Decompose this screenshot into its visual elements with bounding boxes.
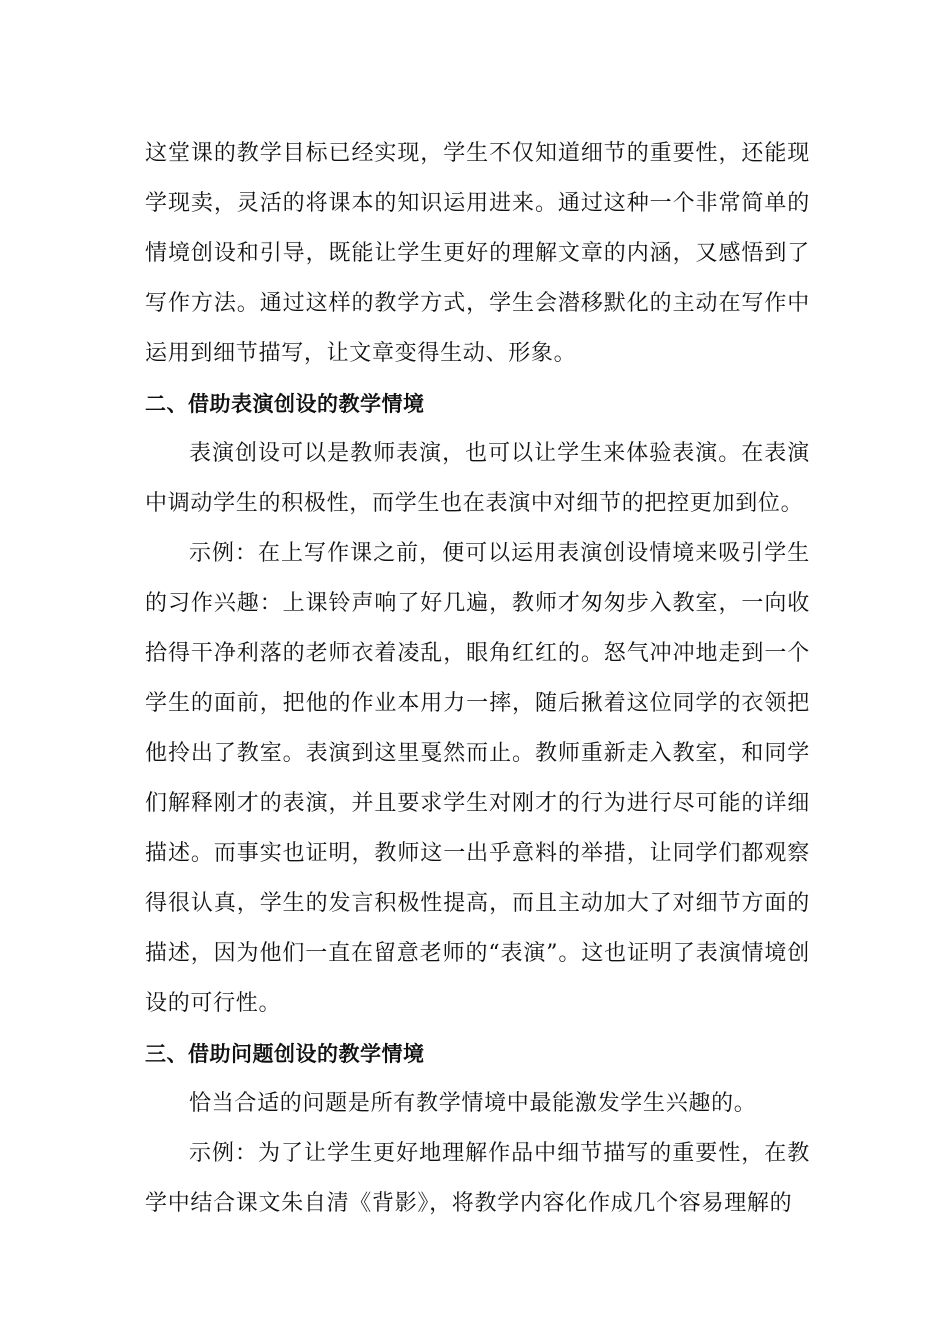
section-heading-performance: 二、借助表演创设的教学情境 bbox=[145, 392, 425, 416]
paragraph-questions-example: 示例：为了让学生更好地理解作品中细节描写的重要性，在教学中结合课文朱自清《背影》，将教学内容化作成几个容易理解的 bbox=[145, 1141, 810, 1216]
section-heading-questions: 三、借助问题创设的教学情境 bbox=[145, 1042, 425, 1066]
paragraph-questions-intro: 恰当合适的问题是所有教学情境中最能激发学生兴趣的。 bbox=[189, 1091, 757, 1116]
document-page bbox=[145, 129, 810, 1229]
paragraph-intro: 这堂课的教学目标已经实现，学生不仅知道细节的重要性，还能现学现卖，灵活的将课本的知识运用进来。通过这种一个非常简单的情境创设和引导，既能让学生更好的理解文章的内涵，又感悟到了写作方法。通过这样的教学方式，学生会潜移默化的主动在写作中运用到细节描写，让文章变得生动、形象。 bbox=[145, 141, 810, 366]
paragraph-performance-example: 示例：在上写作课之前，便可以运用表演创设情境来吸引学生的习作兴趣：上课铃声响了好几遍，教师才匆匆步入教室，一向收拾得干净利落的老师衣着凌乱，眼角红红的。怒气冲冲地走到一个学生的面前，把他的作业本用力一摔，随后揪着这位同学的衣领把他拎出了教室。表演到这里戛然而止。教师重新走入教室，和同学们解释刚才的表演，并且要求学生对刚才的行为进行尽可能的详细描述。而事实也证明，教师这一出乎意料的举措，让同学们都观察得很认真，学生的发言积极性提高，而且主动加大了对细节方面的描述，因为他们一直在留意老师的“表演”。这也证明了表演情境创设的可行性。 bbox=[145, 541, 810, 1016]
paragraph-performance-intro: 表演创设可以是教师表演，也可以让学生来体验表演。在表演中调动学生的积极性，而学生也在表演中对细节的把控更加到位。 bbox=[145, 441, 810, 516]
